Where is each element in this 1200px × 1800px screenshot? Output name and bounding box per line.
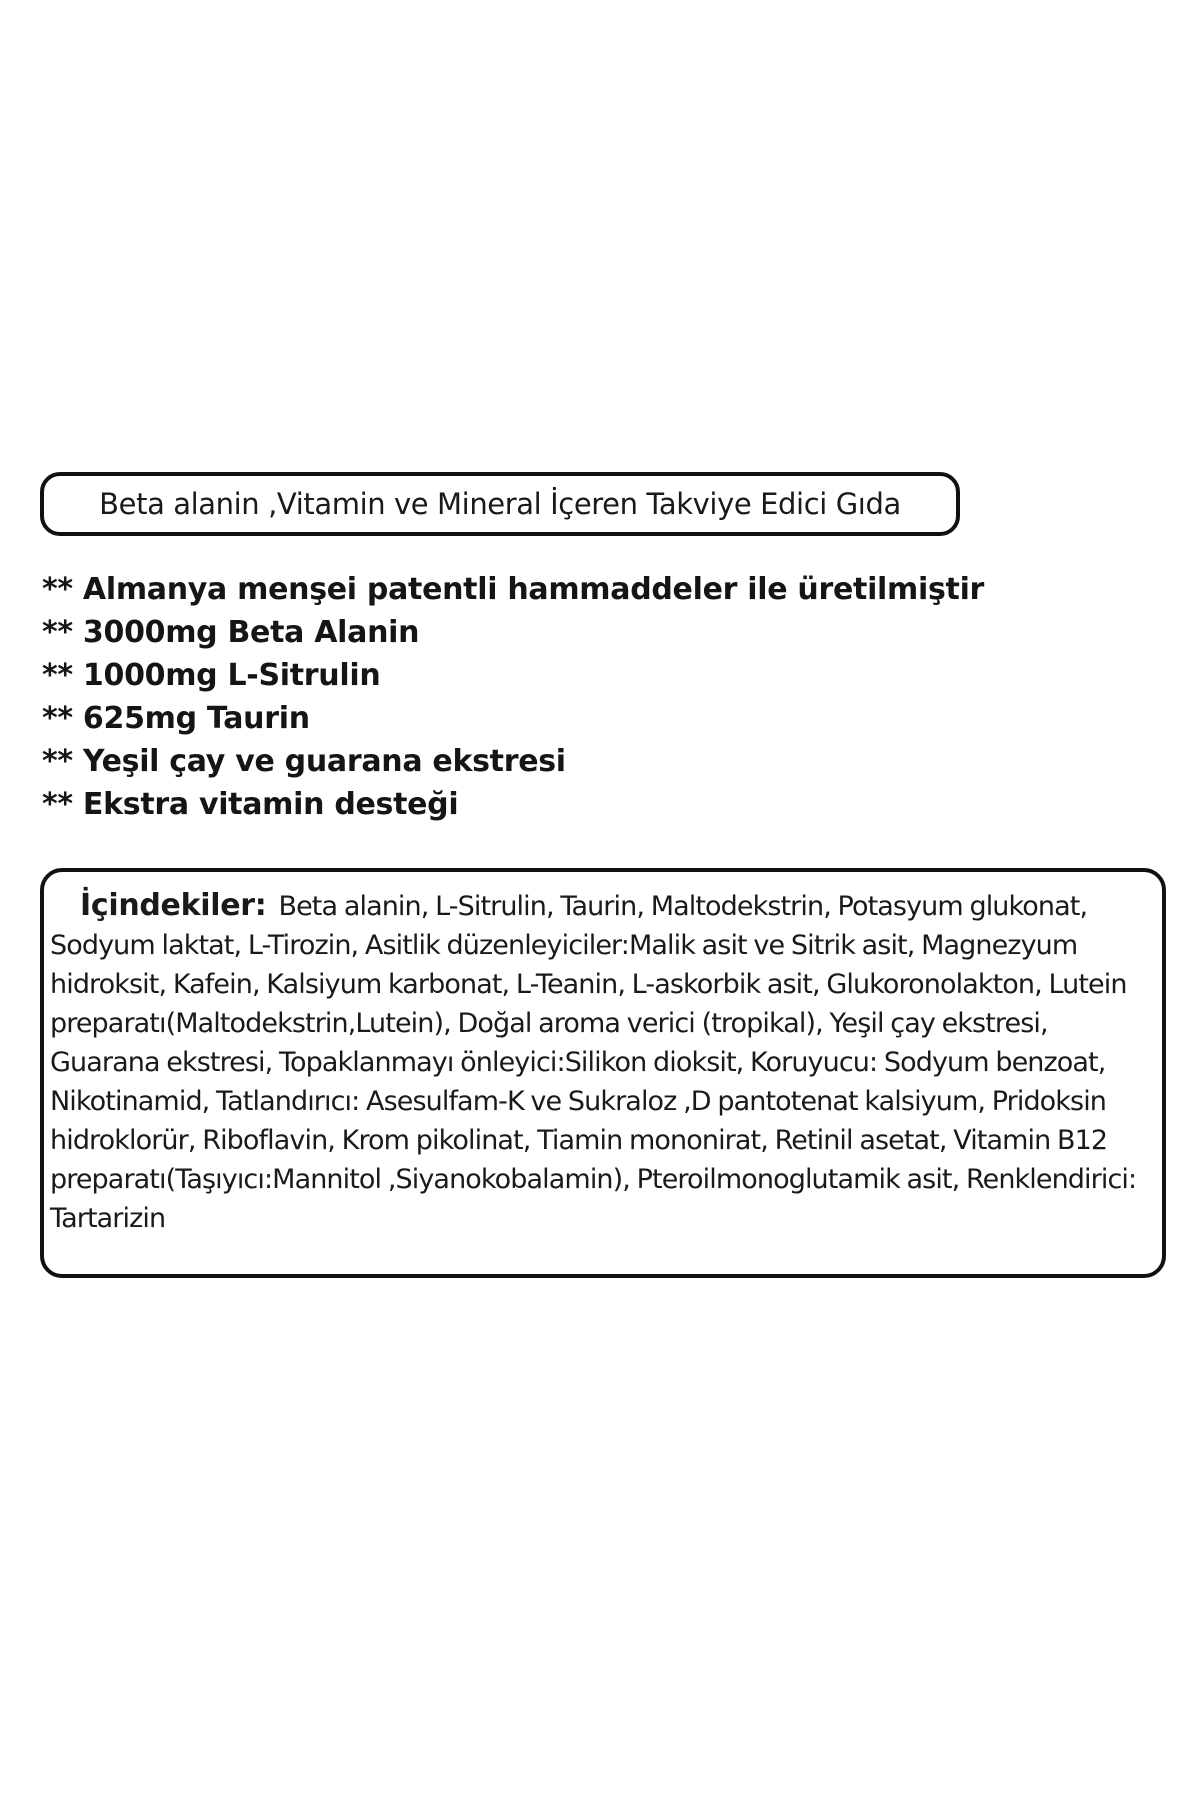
highlight-item: ** 3000mg Beta Alanin	[42, 615, 420, 650]
product-title: Beta alanin ,Vitamin ve Mineral İçeren Takviye Edici Gıda	[99, 487, 901, 521]
highlights-list	[42, 568, 1142, 826]
highlight-item: ** 1000mg L-Sitrulin	[42, 658, 381, 693]
ingredients-label: İçindekiler:	[80, 888, 267, 923]
ingredients-paragraph	[50, 886, 1156, 1238]
highlight-item: ** Yeşil çay ve guarana ekstresi	[42, 744, 566, 779]
ingredients-box	[40, 868, 1166, 1278]
highlight-item: ** Almanya menşei patentli hammaddeler ile üretilmiştir	[42, 572, 985, 607]
product-title-box	[40, 472, 960, 536]
highlight-item: ** Ekstra vitamin desteği	[42, 787, 459, 822]
ingredients-text: Beta alanin, L-Sitrulin, Taurin, Maltodekstrin, Potasyum glukonat, Sodyum laktat, L-Tirozin, Asitlik düzenleyiciler:Malik asit ve Sitrik asit, Magnezyum hidroksit, Kafein, Kalsiyum karbonat, L-Teanin, L-askorbik asit, Glukoronolakton, Lutein preparatı(Maltodekstrin,Lutein), Doğal aroma verici (tropikal), Yeşil çay ekstresi, Guarana ekstresi, Topaklanmayı önleyici:Silikon dioksit, Koruyucu: Sodyum benzoat, Nikotinamid, Tatlandırıcı: Asesulfam-K ve Sukraloz ,D pantotenat kalsiyum, Pridoksin hidroklorür, Riboflavin, Krom pikolinat, Tiamin mononirat, Retinil asetat, Vitamin B12 preparatı(Taşıyıcı:Mannitol ,Siyanokobalamin), Pteroilmonoglutamik asit, Renklendirici: Tartarizin	[50, 891, 1137, 1234]
highlight-item: ** 625mg Taurin	[42, 701, 310, 736]
